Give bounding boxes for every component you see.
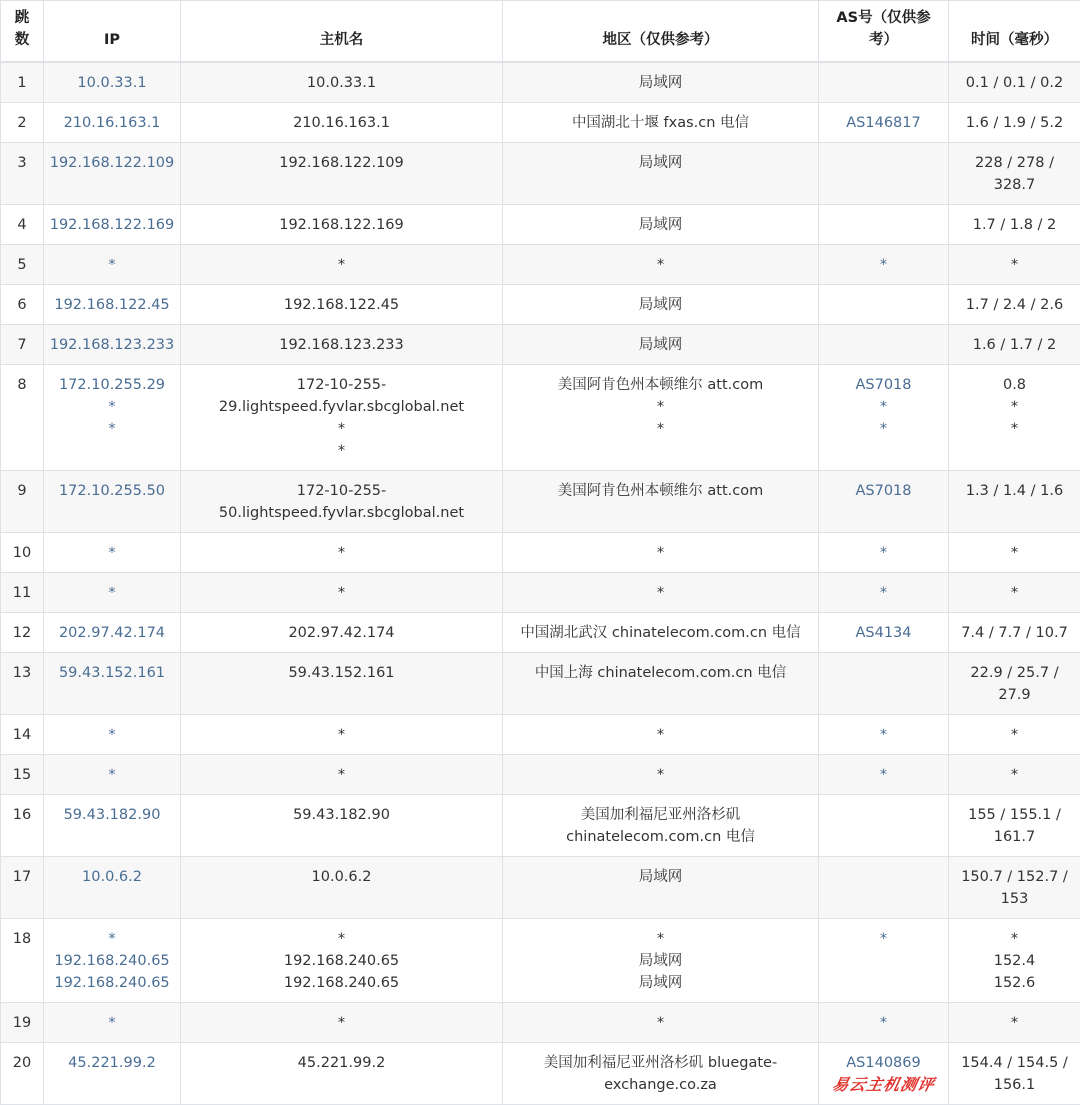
region-cell-text: * bbox=[657, 545, 664, 561]
hostname-cell-text: 192.168.122.45 bbox=[284, 297, 399, 313]
hostname-cell-text: * bbox=[338, 727, 345, 743]
hostname-cell bbox=[181, 573, 503, 613]
hop-cell-text: 11 bbox=[13, 585, 31, 601]
region-cell bbox=[503, 1043, 819, 1105]
ip-cell bbox=[44, 613, 181, 653]
time-cell-text: * bbox=[1011, 767, 1018, 783]
time-cell-text: 150.7 / 152.7 / 153 bbox=[961, 869, 1068, 907]
table-row bbox=[1, 285, 1080, 325]
time-cell-text: 0.8 * * bbox=[1003, 377, 1026, 437]
region-cell bbox=[503, 573, 819, 613]
ip-cell-text[interactable]: 210.16.163.1 bbox=[64, 115, 161, 131]
region-cell-text: 中国上海 chinatelecom.com.cn 电信 bbox=[535, 665, 786, 681]
hop-cell-text: 4 bbox=[17, 217, 26, 233]
as-cell bbox=[819, 285, 949, 325]
time-cell-text: * bbox=[1011, 1015, 1018, 1031]
hostname-cell bbox=[181, 365, 503, 471]
hop-cell-text: 19 bbox=[13, 1015, 31, 1031]
hop-cell-text: 20 bbox=[13, 1055, 31, 1071]
hop-cell-text: 16 bbox=[13, 807, 31, 823]
hop-cell bbox=[1, 613, 44, 653]
table-row bbox=[1, 471, 1080, 533]
region-cell-text: * 局域网 局域网 bbox=[639, 931, 683, 991]
hop-cell bbox=[1, 573, 44, 613]
hostname-cell-text: * bbox=[338, 1015, 345, 1031]
time-cell bbox=[949, 103, 1080, 143]
hop-cell-text: 5 bbox=[17, 257, 26, 273]
hostname-cell bbox=[181, 1043, 503, 1105]
table-row bbox=[1, 715, 1080, 755]
ip-cell-text[interactable]: 172.10.255.29 * * bbox=[59, 377, 165, 437]
hop-cell bbox=[1, 857, 44, 919]
time-cell bbox=[949, 795, 1080, 857]
hop-cell-text: 15 bbox=[13, 767, 31, 783]
region-cell bbox=[503, 653, 819, 715]
ip-cell-text[interactable]: 192.168.122.45 bbox=[54, 297, 169, 313]
as-cell bbox=[819, 857, 949, 919]
hostname-cell bbox=[181, 205, 503, 245]
time-cell bbox=[949, 365, 1080, 471]
ip-cell-text: * bbox=[108, 727, 115, 743]
region-cell bbox=[503, 613, 819, 653]
hop-cell-text: 9 bbox=[17, 483, 26, 499]
region-cell bbox=[503, 62, 819, 103]
time-cell bbox=[949, 613, 1080, 653]
hop-cell bbox=[1, 62, 44, 103]
as-cell-text[interactable]: AS140869 bbox=[846, 1055, 920, 1071]
hop-cell bbox=[1, 653, 44, 715]
ip-cell-text[interactable]: 59.43.182.90 bbox=[64, 807, 161, 823]
ip-cell-text[interactable]: 172.10.255.50 bbox=[59, 483, 165, 499]
table-row bbox=[1, 103, 1080, 143]
ip-cell bbox=[44, 62, 181, 103]
hostname-cell-text: * bbox=[338, 767, 345, 783]
time-cell bbox=[949, 1003, 1080, 1043]
hop-cell-text: 2 bbox=[17, 115, 26, 131]
ip-cell-text: * bbox=[108, 767, 115, 783]
hop-cell bbox=[1, 533, 44, 573]
region-cell-text: 美国加利福尼亚州洛杉矶 chinatelecom.com.cn 电信 bbox=[566, 807, 755, 845]
table-header-row bbox=[1, 1, 1080, 63]
time-cell-text: * bbox=[1011, 727, 1018, 743]
hop-cell bbox=[1, 143, 44, 205]
time-cell bbox=[949, 1043, 1080, 1105]
time-cell-text: 22.9 / 25.7 / 27.9 bbox=[970, 665, 1058, 703]
time-cell bbox=[949, 533, 1080, 573]
region-cell-text: 局域网 bbox=[639, 217, 683, 233]
as-cell bbox=[819, 919, 949, 1003]
time-cell bbox=[949, 919, 1080, 1003]
hop-cell bbox=[1, 325, 44, 365]
hostname-cell bbox=[181, 919, 503, 1003]
time-cell-text: 1.3 / 1.4 / 1.6 bbox=[966, 483, 1063, 499]
ip-cell-text: * bbox=[108, 585, 115, 601]
time-cell-text: 228 / 278 / 328.7 bbox=[975, 155, 1054, 193]
time-cell-text: 1.7 / 2.4 / 2.6 bbox=[966, 297, 1063, 313]
as-cell bbox=[819, 62, 949, 103]
hostname-cell-text: 59.43.182.90 bbox=[293, 807, 390, 823]
hostname-cell bbox=[181, 143, 503, 205]
time-cell bbox=[949, 325, 1080, 365]
hop-cell bbox=[1, 919, 44, 1003]
region-cell-text: 局域网 bbox=[639, 155, 683, 171]
time-cell bbox=[949, 857, 1080, 919]
time-cell-text: * 152.4 152.6 bbox=[994, 931, 1036, 991]
header-ip: IP bbox=[44, 1, 181, 63]
hop-cell-text: 7 bbox=[17, 337, 26, 353]
as-cell bbox=[819, 533, 949, 573]
table-body bbox=[1, 62, 1080, 1105]
hop-cell-text: 13 bbox=[13, 665, 31, 681]
hostname-cell-text: * bbox=[338, 545, 345, 561]
hostname-cell bbox=[181, 1003, 503, 1043]
time-cell bbox=[949, 285, 1080, 325]
header-hostname: 主机名 bbox=[181, 1, 503, 63]
hostname-cell-text: 172-10-255- 50.lightspeed.fyvlar.sbcglobal.net bbox=[219, 483, 464, 521]
header-hop: 跳 数 bbox=[1, 1, 44, 63]
hop-cell-text: 1 bbox=[17, 75, 26, 91]
region-cell-text: 局域网 bbox=[639, 337, 683, 353]
as-cell bbox=[819, 143, 949, 205]
hop-cell-text: 8 bbox=[17, 377, 26, 393]
time-cell bbox=[949, 245, 1080, 285]
table-row bbox=[1, 795, 1080, 857]
region-cell-text: 局域网 bbox=[639, 869, 683, 885]
as-cell-text: * bbox=[880, 257, 887, 273]
hostname-cell bbox=[181, 795, 503, 857]
hop-cell-text: 14 bbox=[13, 727, 31, 743]
region-cell-text: 美国阿肯色州本顿维尔 att.com bbox=[558, 483, 763, 499]
time-cell-text: 1.6 / 1.9 / 5.2 bbox=[966, 115, 1063, 131]
ip-cell bbox=[44, 365, 181, 471]
as-cell bbox=[819, 653, 949, 715]
region-cell bbox=[503, 919, 819, 1003]
time-cell-text: * bbox=[1011, 545, 1018, 561]
ip-cell bbox=[44, 653, 181, 715]
as-cell bbox=[819, 205, 949, 245]
as-cell-text: * bbox=[880, 767, 887, 783]
time-cell bbox=[949, 715, 1080, 755]
hostname-cell-text: 45.221.99.2 bbox=[298, 1055, 386, 1071]
ip-cell-text[interactable]: 202.97.42.174 bbox=[59, 625, 165, 641]
ip-cell bbox=[44, 325, 181, 365]
time-cell bbox=[949, 471, 1080, 533]
ip-cell-text[interactable]: 45.221.99.2 bbox=[68, 1055, 156, 1071]
time-cell bbox=[949, 205, 1080, 245]
region-cell-text: 局域网 bbox=[639, 75, 683, 91]
time-cell bbox=[949, 653, 1080, 715]
hop-cell bbox=[1, 245, 44, 285]
as-cell bbox=[819, 1043, 949, 1105]
hostname-cell bbox=[181, 245, 503, 285]
ip-cell bbox=[44, 103, 181, 143]
region-cell-text: 局域网 bbox=[639, 297, 683, 313]
as-cell bbox=[819, 365, 949, 471]
time-cell-text: 7.4 / 7.7 / 10.7 bbox=[961, 625, 1068, 641]
hop-cell bbox=[1, 205, 44, 245]
as-cell bbox=[819, 613, 949, 653]
region-cell bbox=[503, 245, 819, 285]
as-cell bbox=[819, 573, 949, 613]
ip-cell bbox=[44, 1003, 181, 1043]
hostname-cell bbox=[181, 857, 503, 919]
region-cell-text: * bbox=[657, 1015, 664, 1031]
as-cell bbox=[819, 325, 949, 365]
table-row bbox=[1, 245, 1080, 285]
as-cell bbox=[819, 715, 949, 755]
as-cell-text: * bbox=[880, 727, 887, 743]
hostname-cell bbox=[181, 471, 503, 533]
hostname-cell-text: * 192.168.240.65 192.168.240.65 bbox=[284, 931, 399, 991]
ip-cell bbox=[44, 245, 181, 285]
region-cell bbox=[503, 857, 819, 919]
header-time: 时间（毫秒） bbox=[949, 1, 1080, 63]
as-cell-text[interactable]: AS7018 bbox=[855, 483, 911, 499]
hostname-cell bbox=[181, 62, 503, 103]
table-row bbox=[1, 1003, 1080, 1043]
time-cell bbox=[949, 573, 1080, 613]
time-cell bbox=[949, 755, 1080, 795]
hop-cell-text: 6 bbox=[17, 297, 26, 313]
region-cell bbox=[503, 205, 819, 245]
table-row bbox=[1, 325, 1080, 365]
ip-cell bbox=[44, 1043, 181, 1105]
table-row bbox=[1, 533, 1080, 573]
region-cell bbox=[503, 1003, 819, 1043]
hostname-cell bbox=[181, 715, 503, 755]
table-row bbox=[1, 755, 1080, 795]
region-cell bbox=[503, 715, 819, 755]
time-cell-text: 154.4 / 154.5 / 156.1 bbox=[961, 1055, 1068, 1093]
region-cell bbox=[503, 755, 819, 795]
hop-cell bbox=[1, 365, 44, 471]
hop-cell bbox=[1, 1043, 44, 1105]
region-cell-text: 中国湖北十堰 fxas.cn 电信 bbox=[572, 115, 749, 131]
as-cell-text: * bbox=[880, 931, 887, 947]
hostname-cell bbox=[181, 613, 503, 653]
ip-cell bbox=[44, 919, 181, 1003]
ip-cell bbox=[44, 205, 181, 245]
region-cell bbox=[503, 325, 819, 365]
ip-cell-text[interactable]: 10.0.33.1 bbox=[77, 75, 146, 91]
ip-cell-text[interactable]: 192.168.122.109 bbox=[50, 155, 175, 171]
hostname-cell bbox=[181, 755, 503, 795]
ip-cell-text[interactable]: 192.168.122.169 bbox=[50, 217, 175, 233]
as-cell bbox=[819, 795, 949, 857]
ip-cell-text[interactable]: 192.168.123.233 bbox=[50, 337, 175, 353]
region-cell bbox=[503, 103, 819, 143]
table-row bbox=[1, 573, 1080, 613]
time-cell bbox=[949, 143, 1080, 205]
region-cell-text: * bbox=[657, 727, 664, 743]
hostname-cell-text: 10.0.33.1 bbox=[307, 75, 376, 91]
ip-cell bbox=[44, 755, 181, 795]
as-cell bbox=[819, 471, 949, 533]
watermark: 易云主机测评 bbox=[821, 1074, 947, 1096]
as-cell-text: * bbox=[880, 585, 887, 601]
header-region: 地区（仅供参考） bbox=[503, 1, 819, 63]
time-cell bbox=[949, 62, 1080, 103]
hostname-cell-text: 192.168.122.109 bbox=[279, 155, 404, 171]
region-cell-text: 美国加利福尼亚州洛杉矶 bluegate- exchange.co.za bbox=[544, 1055, 777, 1093]
table-row bbox=[1, 365, 1080, 471]
as-cell-text: * bbox=[880, 545, 887, 561]
region-cell bbox=[503, 795, 819, 857]
hostname-cell-text: 210.16.163.1 bbox=[293, 115, 390, 131]
hop-cell bbox=[1, 795, 44, 857]
table-row bbox=[1, 205, 1080, 245]
hostname-cell bbox=[181, 533, 503, 573]
ip-cell-text[interactable]: 10.0.6.2 bbox=[82, 869, 142, 885]
hostname-cell-text: * bbox=[338, 257, 345, 273]
hostname-cell-text: 172-10-255- 29.lightspeed.fyvlar.sbcglobal.net * * bbox=[219, 377, 464, 459]
time-cell-text: * bbox=[1011, 585, 1018, 601]
hop-cell bbox=[1, 1003, 44, 1043]
table-row bbox=[1, 919, 1080, 1003]
hostname-cell-text: 192.168.123.233 bbox=[279, 337, 404, 353]
region-cell-text: * bbox=[657, 257, 664, 273]
ip-cell bbox=[44, 533, 181, 573]
hop-cell bbox=[1, 755, 44, 795]
hostname-cell-text: 10.0.6.2 bbox=[312, 869, 372, 885]
table-row bbox=[1, 1043, 1080, 1105]
ip-cell bbox=[44, 471, 181, 533]
table-row bbox=[1, 62, 1080, 103]
hop-cell bbox=[1, 103, 44, 143]
region-cell bbox=[503, 285, 819, 325]
time-cell-text: 1.6 / 1.7 / 2 bbox=[973, 337, 1057, 353]
ip-cell bbox=[44, 857, 181, 919]
time-cell-text: 155 / 155.1 / 161.7 bbox=[968, 807, 1061, 845]
as-cell-text[interactable]: AS4134 bbox=[855, 625, 911, 641]
hostname-cell bbox=[181, 103, 503, 143]
hop-cell-text: 12 bbox=[13, 625, 31, 641]
hostname-cell bbox=[181, 653, 503, 715]
ip-cell-text[interactable]: * 192.168.240.65 192.168.240.65 bbox=[54, 931, 169, 991]
hostname-cell-text: 59.43.152.161 bbox=[288, 665, 394, 681]
as-cell bbox=[819, 103, 949, 143]
ip-cell-text: * bbox=[108, 1015, 115, 1031]
ip-cell-text[interactable]: 59.43.152.161 bbox=[59, 665, 165, 681]
as-cell-text[interactable]: AS7018 * * bbox=[855, 377, 911, 437]
hostname-cell bbox=[181, 285, 503, 325]
ip-cell bbox=[44, 285, 181, 325]
time-cell-text: 1.7 / 1.8 / 2 bbox=[973, 217, 1057, 233]
as-cell bbox=[819, 1003, 949, 1043]
hostname-cell-text: 202.97.42.174 bbox=[288, 625, 394, 641]
hop-cell-text: 17 bbox=[13, 869, 31, 885]
hostname-cell-text: * bbox=[338, 585, 345, 601]
ip-cell bbox=[44, 143, 181, 205]
hop-cell bbox=[1, 715, 44, 755]
hop-cell bbox=[1, 285, 44, 325]
ip-cell bbox=[44, 573, 181, 613]
table-row bbox=[1, 143, 1080, 205]
hostname-cell bbox=[181, 325, 503, 365]
hop-cell bbox=[1, 471, 44, 533]
time-cell-text: * bbox=[1011, 257, 1018, 273]
region-cell bbox=[503, 365, 819, 471]
region-cell-text: 美国阿肯色州本顿维尔 att.com * * bbox=[558, 377, 763, 437]
hop-cell-text: 18 bbox=[13, 931, 31, 947]
ip-cell-text: * bbox=[108, 545, 115, 561]
ip-cell bbox=[44, 795, 181, 857]
table-row bbox=[1, 613, 1080, 653]
hop-cell-text: 10 bbox=[13, 545, 31, 561]
as-cell bbox=[819, 245, 949, 285]
region-cell-text: * bbox=[657, 767, 664, 783]
ip-cell-text: * bbox=[108, 257, 115, 273]
hostname-cell-text: 192.168.122.169 bbox=[279, 217, 404, 233]
as-cell-text: * bbox=[880, 1015, 887, 1031]
region-cell-text: 中国湖北武汉 chinatelecom.com.cn 电信 bbox=[520, 625, 800, 641]
as-cell-text[interactable]: AS146817 bbox=[846, 115, 920, 131]
header-as: AS号（仅供参 考） bbox=[819, 1, 949, 63]
time-cell-text: 0.1 / 0.1 / 0.2 bbox=[966, 75, 1063, 91]
as-cell bbox=[819, 755, 949, 795]
region-cell bbox=[503, 471, 819, 533]
table-row bbox=[1, 653, 1080, 715]
table-row bbox=[1, 857, 1080, 919]
ip-cell bbox=[44, 715, 181, 755]
region-cell bbox=[503, 143, 819, 205]
region-cell-text: * bbox=[657, 585, 664, 601]
region-cell bbox=[503, 533, 819, 573]
hop-cell-text: 3 bbox=[17, 155, 26, 171]
